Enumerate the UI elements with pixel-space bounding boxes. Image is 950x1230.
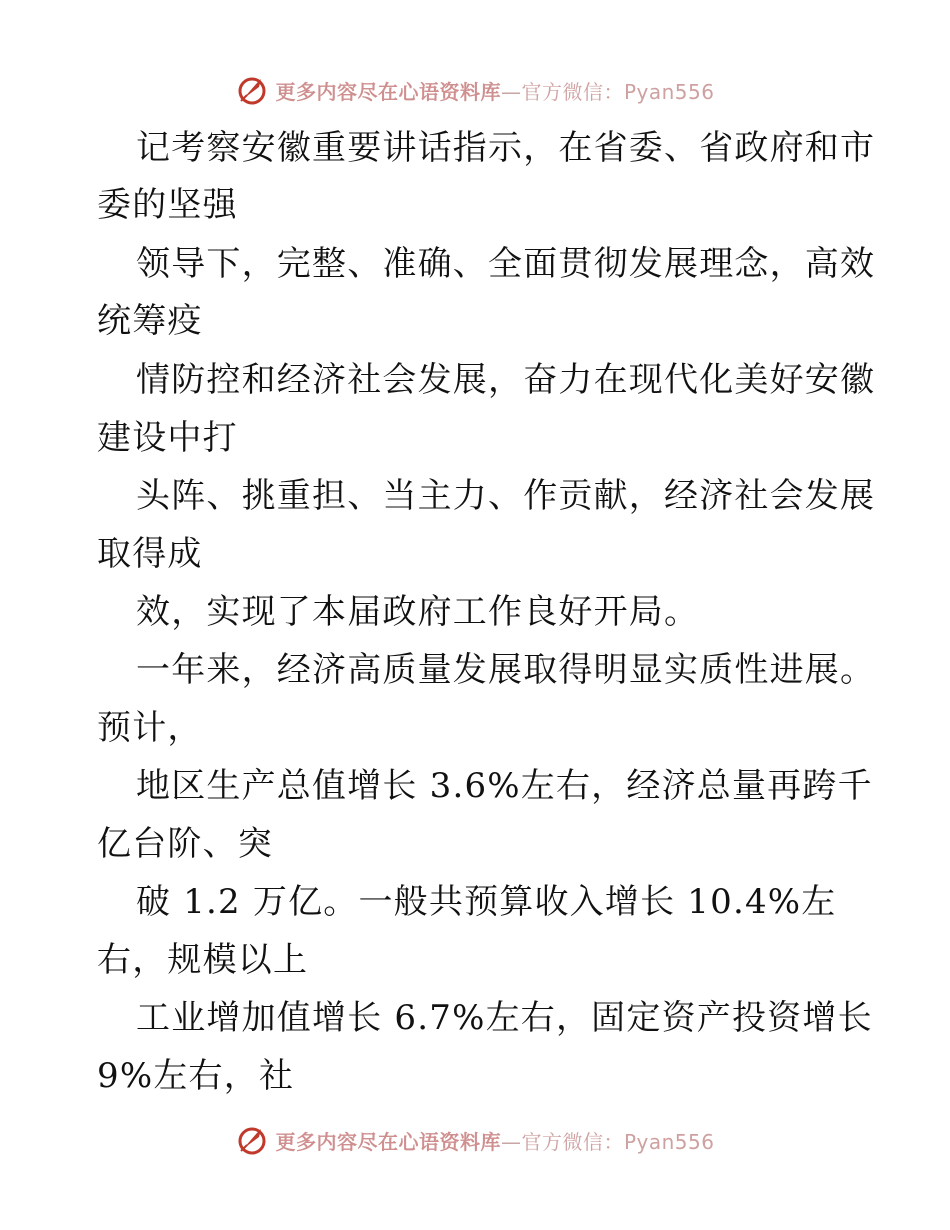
body-line: 建设中打 (97, 418, 238, 458)
body-line: 工业增加值增长 6.7%左右，固定资产投资增长 (136, 998, 873, 1038)
header-contact-text: 官方微信：Pyan556 (521, 79, 715, 104)
body-line: 委的坚强 (97, 185, 238, 225)
footer-contact-text: 官方微信：Pyan556 (521, 1129, 715, 1154)
footer-banner (0, 1118, 950, 1162)
header-brand-text: 更多内容尽在心语资料库 (275, 79, 501, 104)
body-line: 破 1.2 万亿。一般共预算收入增长 10.4%左 (136, 882, 837, 922)
body-line: 9%左右，社 (97, 1056, 295, 1096)
body-line: 预计， (97, 708, 203, 748)
header-separator: — (500, 79, 522, 104)
footer-brand-text: 更多内容尽在心语资料库 (275, 1129, 501, 1154)
body-line: 右，规模以上 (97, 940, 309, 980)
header-banner-text (275, 76, 714, 105)
body-line: 情防控和经济社会发展，奋力在现代化美好安徽 (136, 360, 876, 400)
body-line: 一年来，经济高质量发展取得明显实质性进展。 (136, 650, 876, 690)
body-line: 取得成 (97, 534, 203, 574)
body-line: 记考察安徽重要讲话指示，在省委、省政府和市 (136, 128, 876, 168)
body-line: 地区生产总值增长 3.6%左右，经济总量再跨千 (136, 766, 873, 806)
body-line: 统筹疫 (97, 301, 203, 341)
quill-logo-icon (235, 73, 269, 107)
footer-banner-text (275, 1126, 714, 1155)
body-line: 头阵、挑重担、当主力、作贡献，经济社会发展 (136, 476, 876, 516)
body-line: 亿台阶、突 (97, 824, 273, 864)
footer-separator: — (500, 1129, 522, 1154)
body-line: 效，实现了本届政府工作良好开局。 (136, 592, 700, 632)
quill-logo-icon (235, 1123, 269, 1157)
body-line: 领导下，完整、准确、全面贯彻发展理念，高效 (136, 244, 876, 284)
header-banner (0, 68, 950, 112)
